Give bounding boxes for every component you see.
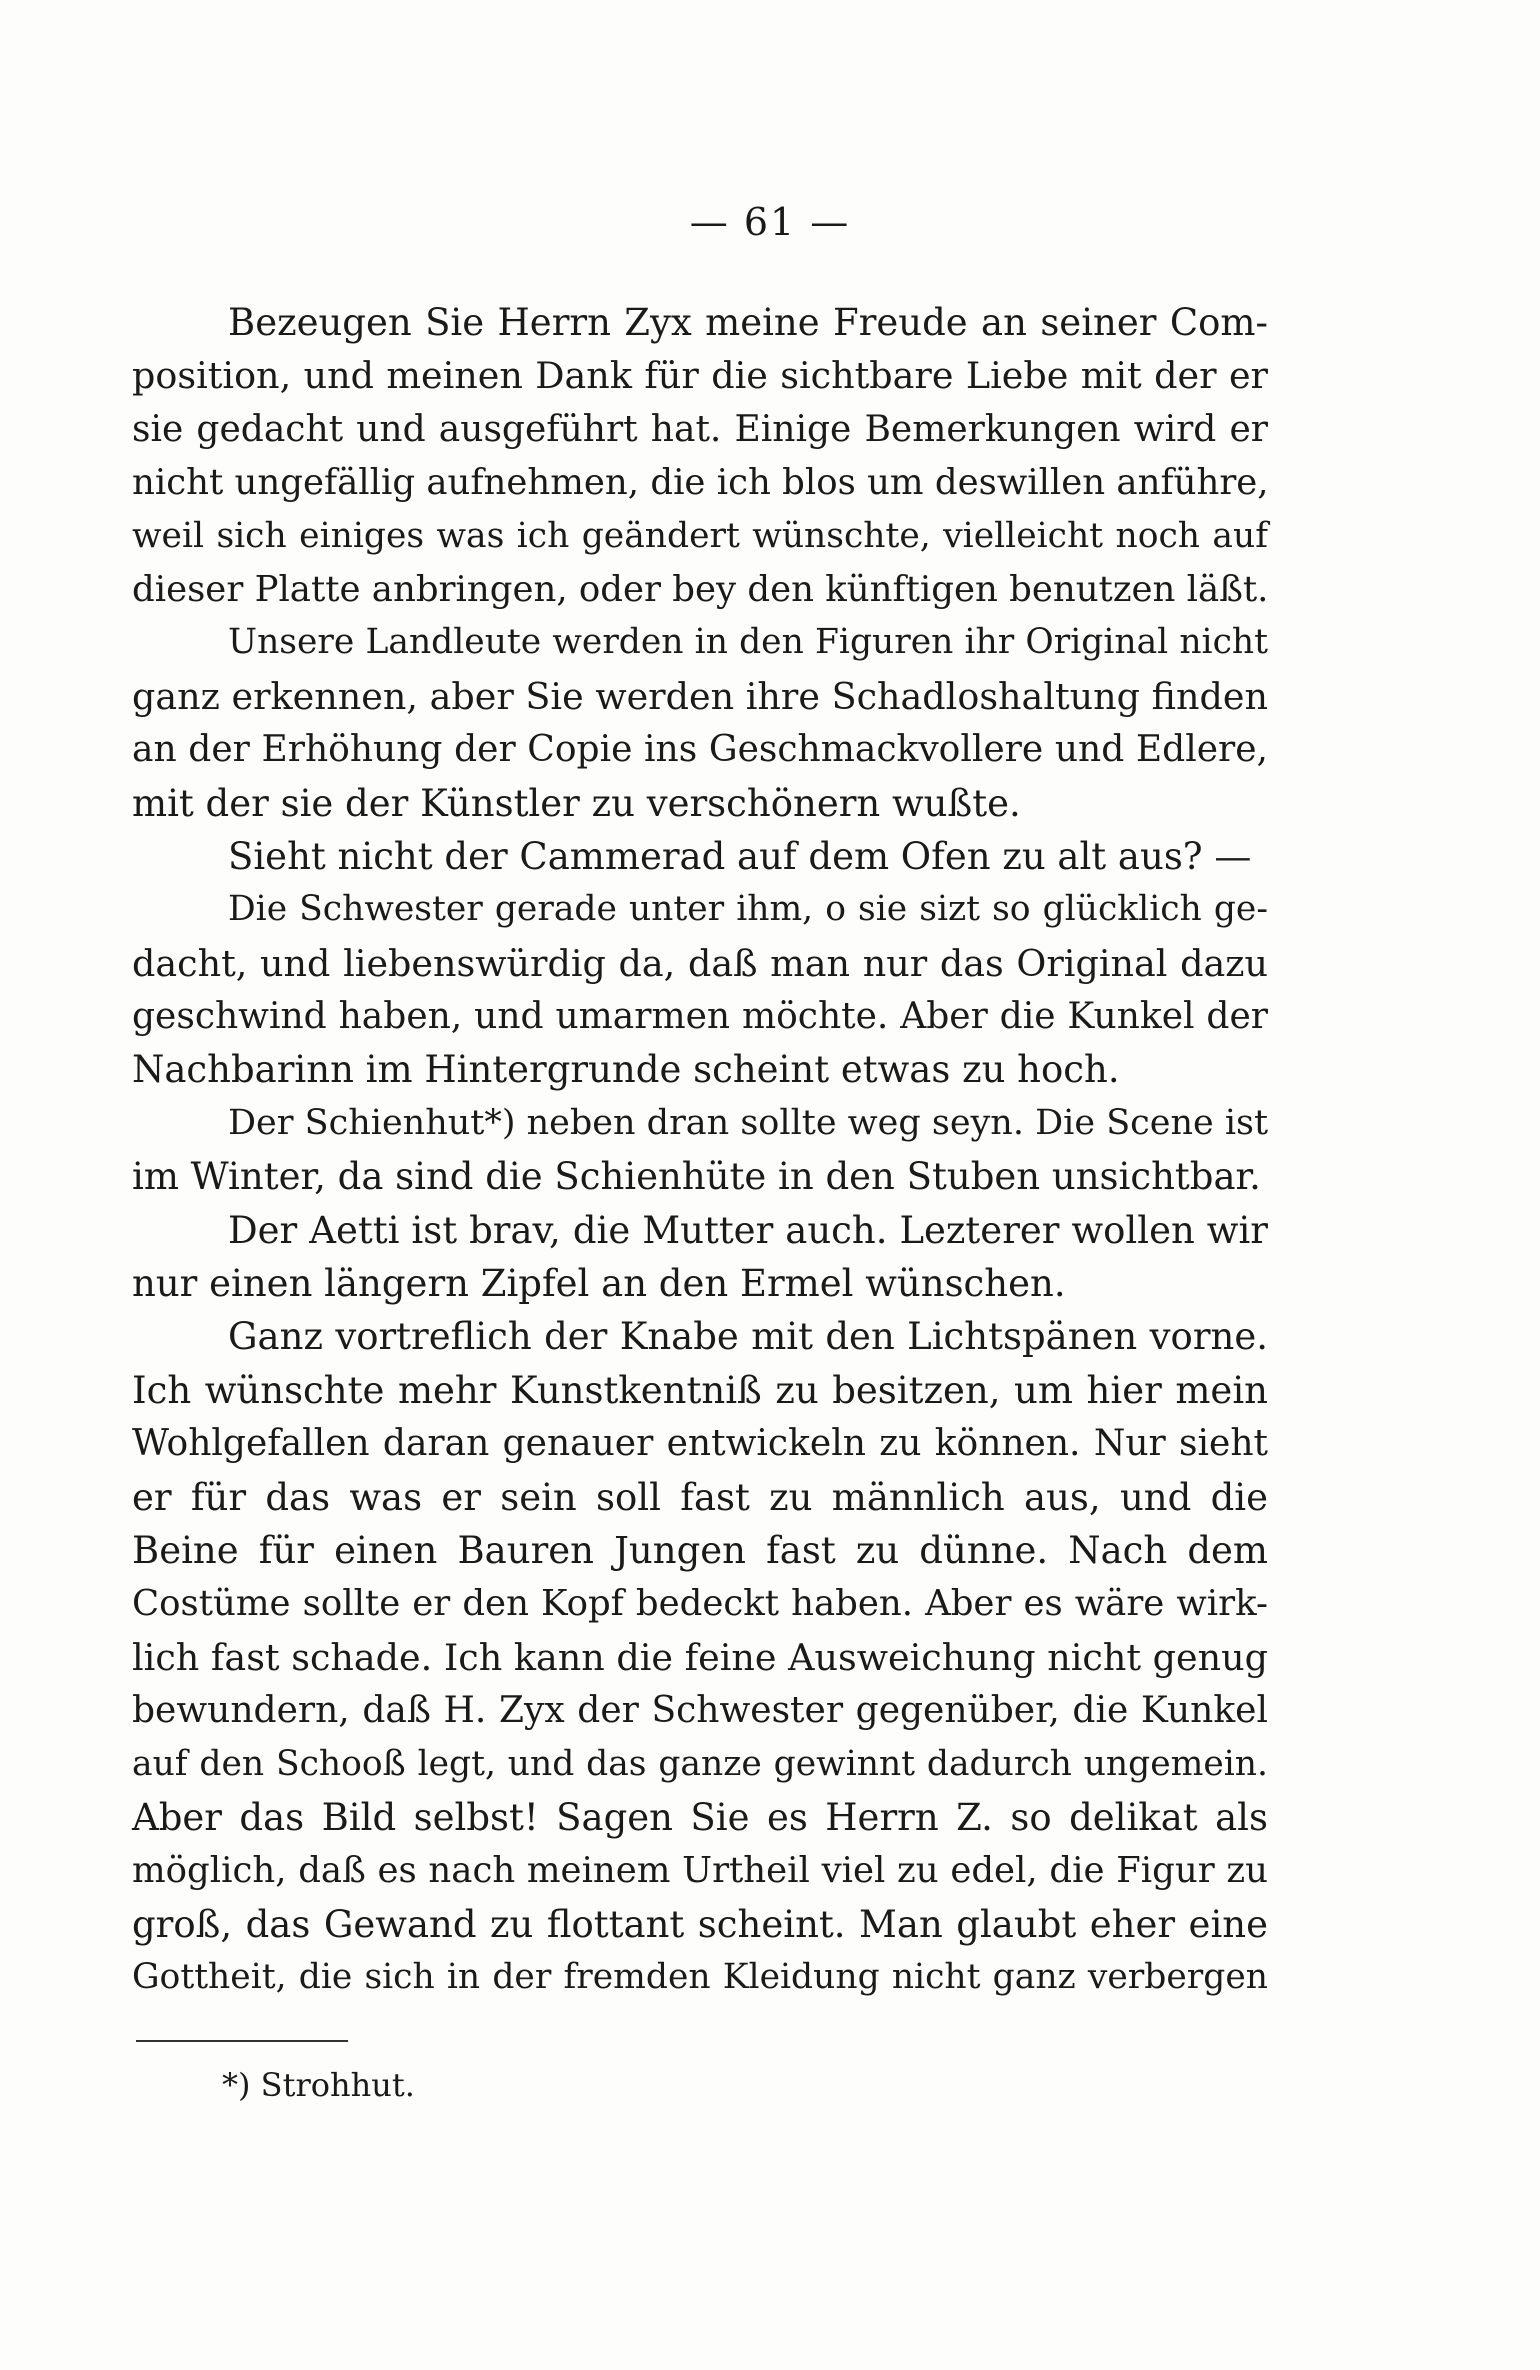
text-line: dieser Platte anbringen, oder bey den künftigen benutzen läßt. [132,568,1269,610]
text-line: an der Erhöhung der Copie ins Geschmackvollere und Edlere, [132,729,1268,771]
text-line: Der Schienhut*) neben dran sollte weg seyn. Die Scene ist [228,1102,1269,1143]
text-line: Ganz vortreflich der Knabe mit den Lichtspänen vorne. [228,1315,1268,1359]
text-line: Costüme sollte er den Kopf bedeckt haben. Aber es wäre wirk- [132,1583,1268,1625]
text-line: lich fast schade. Ich kann die feine Ausweichung nicht genug [132,1635,1268,1679]
text-line: nicht ungefällig aufnehmen, die ich blos um deswillen anführe, [132,462,1269,504]
text-line: dacht, und liebenswürdig da, daß man nur das Original dazu [132,941,1268,985]
text-line: auf den Schooß legt, und das ganze gewinnt dadurch ungemein. [132,1743,1268,1784]
body-text [132,296,1268,2005]
text-line: Nachbarinn im Hintergrunde scheint etwas zu hoch. [132,1048,1120,1092]
text-line: Ich wünschte mehr Kunstkentniß zu besitzen, um hier mein [132,1368,1268,1412]
text-line: Gottheit, die sich in der fremden Kleidung nicht ganz verbergen [132,1957,1268,1998]
text-line: möglich, daß es nach meinem Urtheil viel zu edel, die Figur zu [132,1850,1268,1892]
text-line: im Winter, da sind die Schienhüte in den Stuben unsichtbar. [132,1155,1261,1199]
text-line: groß, das Gewand zu flottant scheint. Man glaubt eher eine [132,1902,1268,1946]
text-line: sie gedacht und ausgeführt hat. Einige Bemerkungen wird er [132,408,1268,450]
text-line: weil sich einiges was ich geändert wünschte, vielleicht noch auf [132,515,1268,556]
text-line: bewundern, daß H. Zyx der Schwester gegenüber, die Kunkel [132,1690,1268,1732]
text-line: Unsere Landleute werden in den Figuren ihr Original nicht [228,622,1268,663]
page-number: — 61 — [689,200,851,244]
text-line: Die Schwester gerade unter ihm, o sie sizt so glücklich ge- [228,889,1268,930]
text-line: position, und meinen Dank für die sichtbare Liebe mit der er [132,354,1268,398]
text-line: Wohlgefallen daran genauer entwickeln zu können. Nur sieht [132,1423,1268,1465]
footnote: *) Strohhut. [222,2066,415,2104]
footnote-divider [136,2040,348,2042]
text-line: Sieht nicht der Cammerad auf dem Ofen zu alt aus? — [228,834,1252,878]
text-line: ganz erkennen, aber Sie werden ihre Schadloshaltung finden [132,674,1268,718]
text-line: er für das was er sein soll fast zu männlich aus, und die [132,1475,1268,1519]
text-line: mit der sie der Künstler zu verschönern wußte. [132,781,1021,825]
text-line: nur einen längern Zipfel an den Ermel wünschen. [132,1262,1066,1306]
text-line: Der Aetti ist brav, die Mutter auch. Lezterer wollen wir [228,1208,1268,1252]
text-line: Bezeugen Sie Herrn Zyx meine Freude an seiner Com- [228,301,1268,344]
text-line: geschwind haben, und umarmen möchte. Aber die Kunkel der [132,996,1268,1038]
text-line: Aber das Bild selbst! Sagen Sie es Herrn Z. so delikat als [132,1795,1268,1839]
text-line: Beine für einen Bauren Jungen fast zu dünne. Nach dem [132,1528,1268,1572]
